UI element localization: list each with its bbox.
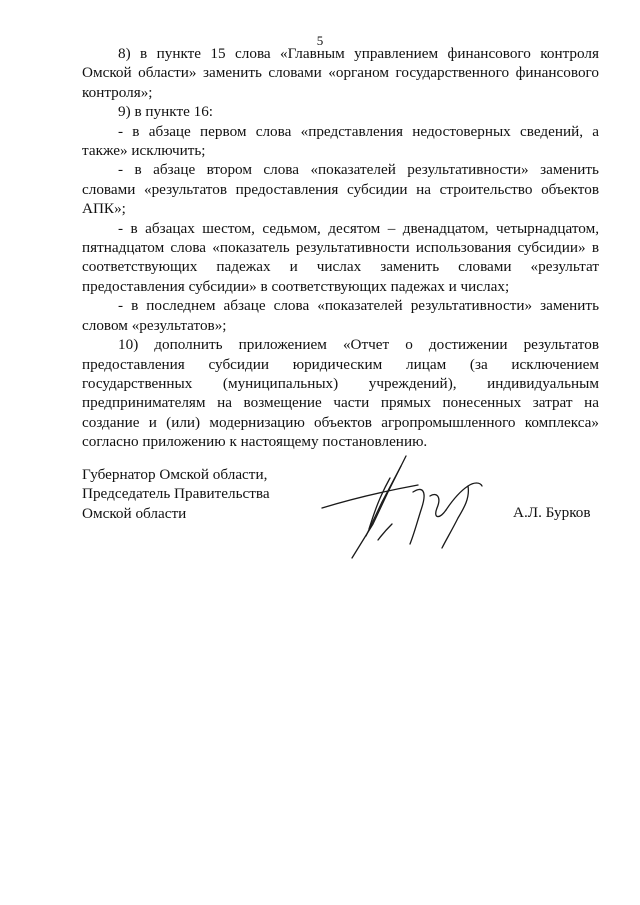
signatory-title <box>82 465 270 523</box>
paragraph-item-10: 10) дополнить приложением «Отчет о достижении результатов предоставления субсидии юридическим лицам (за исключением государственных (муниципальных) учреждений), индивидуальным предпринимателям на возмещение части прямых понесенных затрат на создание и (или) модернизацию объектов агропромышленного комплекса» согласно приложению к настоящему постановлению. <box>82 336 599 451</box>
paragraph-item-8: 8) в пункте 15 слова «Главным управлением финансового контроля Омской области» заменить словами «органом государственного финансового контроля»; <box>82 45 599 101</box>
page-number: 5 <box>316 33 324 48</box>
paragraph-item-9: 9) в пункте 16: <box>118 103 214 121</box>
paragraph-subitem-2: - в абзаце втором слова «показателей результативности» заменить словами «результатов предоставления субсидии на строительство объектов АПК»; <box>82 161 599 218</box>
document-body <box>82 44 599 452</box>
handwritten-signature <box>318 452 498 562</box>
paragraph-subitem-3: - в абзацах шестом, седьмом, десятом – двенадцатом, четырнадцатом, пятнадцатом слова «показатель результативности использования субсидии» в соответствующих падежах и числах заменить словами «результат предоставления субсидии» в соответствующих падежах и числах; <box>82 219 599 295</box>
paragraph-subitem-4: - в последнем абзаце слова «показателей результативности» заменить словом «результатов»; <box>82 297 599 334</box>
signatory-title-line: Омской области <box>82 504 187 522</box>
paragraph-subitem-1: - в абзаце первом слова «представления недостоверных сведений, а также» исключить; <box>82 122 599 160</box>
signer-name: А.Л. Бурков <box>513 504 591 521</box>
signatory-title-line: Председатель Правительства <box>82 485 270 503</box>
signatory-title-line: Губернатор Омской области, <box>82 466 268 483</box>
